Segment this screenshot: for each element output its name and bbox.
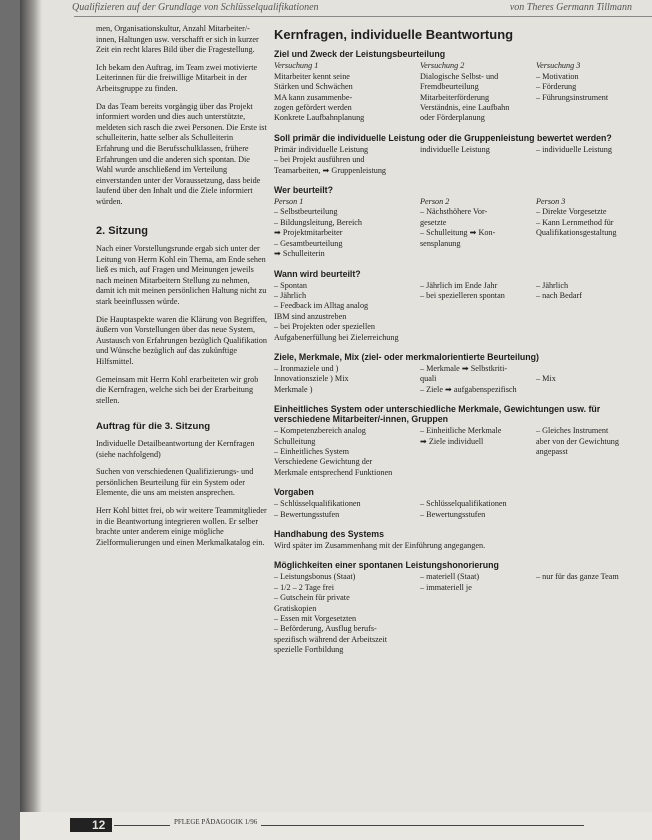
- answer-line: – Leistungsbonus (Staat): [274, 572, 356, 582]
- answer-line: – Feedback im Alltag analog: [274, 301, 369, 311]
- answer-line: MA kann zusammenbe-: [274, 92, 353, 102]
- answer-line: – Selbstbeurteilung: [274, 207, 338, 217]
- paragraph: Suchen von verschiedenen Qualifizierungs- und persönlichen Beurteilung für ein System oder Elemente, die uns am meisten ansprechen.: [96, 467, 254, 498]
- answer-line: angepasst: [536, 446, 568, 456]
- answer-line: – Schlüsselqualifikationen: [420, 499, 507, 509]
- answer-line: – Spontan: [274, 280, 307, 290]
- journal-name: PFLEGE PÄDAGOGIK 1/96: [170, 818, 261, 826]
- answer-line: – Schlüsselqualifikationen: [274, 499, 361, 509]
- answer-line: Schulleitung: [274, 436, 316, 446]
- answer-columns: [274, 499, 652, 520]
- answer-line: – Jährlich: [274, 290, 307, 300]
- page-number: 12: [92, 818, 106, 832]
- answer-line: – materiell (Staat): [420, 572, 480, 582]
- answer-line: – individuelle Leistung: [536, 144, 612, 154]
- answer-line: Mitarbeiter kennt seine: [274, 71, 350, 81]
- answer-line: Gratiskopien: [274, 603, 317, 613]
- answer-col-3: [536, 426, 652, 478]
- answer-line: Merkmale ): [274, 384, 313, 394]
- answer-columns: [274, 145, 652, 176]
- answer-line: – immateriell je: [420, 582, 472, 592]
- answer-line: – Kann Lernmethod für: [536, 217, 614, 227]
- answer-line: spezielle Fortbildung: [274, 645, 344, 655]
- answer-col-2: [420, 197, 536, 259]
- book-binding-shadow: [20, 0, 42, 812]
- question-heading: Wer beurteilt?: [274, 185, 333, 196]
- header-rule: [74, 16, 652, 17]
- answer-line: – Motivation: [536, 71, 579, 81]
- answer-col-heading: Versuchung 2: [420, 61, 465, 71]
- answer-line: Primär individuelle Leistung: [274, 144, 369, 154]
- answer-col-1: [274, 426, 420, 478]
- answer-line: Verschiedene Gewichtung der: [274, 457, 373, 467]
- question-heading: Ziele, Merkmale, Mix (ziel- oder merkmalorientierte Beurteilung): [274, 351, 539, 362]
- answer-col-2: [420, 364, 536, 395]
- left-column: [96, 24, 268, 555]
- answer-col-2: [420, 499, 604, 520]
- answer-line: Stärken und Schwächen: [274, 82, 353, 92]
- answer-col-2: [420, 281, 536, 343]
- answer-line: aber von der Gewichtung: [536, 436, 619, 446]
- paragraph: Da das Team bereits vorgängig über das Projekt informiert worden und dies auch unterstützte, meldeten sich rasch die zwei Personen. Die Erste ist schulleiterin, hatte selber als Schulleiterin Erfahrung und die Berufsschulklassen, frühere Erfahrungen und die anderen sich spontan. Die Wahl wurde anschließend im Verteilung einverstanden unter der Voraussetzung, dass beide laufend über den Inhalt und die Ziele informiert würden.: [96, 101, 267, 206]
- answer-line: ➡ Schulleiterin: [274, 249, 325, 259]
- answer-line: – Jährlich im Ende Jahr: [420, 280, 498, 290]
- answer-line: – bei Projekt ausführen und: [274, 155, 365, 165]
- answer-line: – Bildungsleitung, Bereich: [274, 217, 363, 227]
- answer-line: – Gutschein für private: [274, 593, 350, 603]
- answer-line: oder Förderplanung: [420, 113, 485, 123]
- answer-line: Mitarbeiterförderung: [420, 92, 490, 102]
- answer-line: – Förderung: [536, 82, 577, 92]
- running-head-title: Qualifizieren auf der Grundlage von Schlüsselqualifikationen: [72, 2, 319, 13]
- question-heading: Soll primär die individuelle Leistung oder die Gruppenleistung bewertet werden?: [274, 132, 612, 143]
- answer-line: – nach Bedarf: [536, 290, 582, 300]
- answer-line: – Bewertungsstufen: [274, 509, 340, 519]
- answer-line: – Bewertungsstufen: [420, 509, 486, 519]
- question-heading: Vorgaben: [274, 487, 314, 498]
- answer-line: – bei Projekten oder speziellen: [274, 322, 375, 332]
- section-heading-auftrag-3: Auftrag für die 3. Sitzung: [96, 421, 211, 433]
- answer-line: – 1/2 – 2 Tage frei: [274, 582, 334, 592]
- answer-line: – bei spezielleren spontan: [420, 290, 505, 300]
- page-bottom-margin: [20, 812, 652, 840]
- answer-col-heading: Versuchung 3: [536, 61, 581, 71]
- answer-line: quali: [420, 374, 437, 384]
- question-heading: Wann wird beurteilt?: [274, 268, 361, 279]
- answer-line: – Direkte Vorgesetzte: [536, 207, 607, 217]
- answer-line: – Mix: [536, 374, 556, 384]
- answer-col-3: [536, 572, 652, 655]
- answer-line: sensplanung: [420, 238, 461, 248]
- answer-col-3: [536, 281, 652, 343]
- answer-columns: [274, 61, 652, 123]
- answer-line: ➡ Projektmitarbeiter: [274, 228, 343, 238]
- answer-line: – Einheitliches System: [274, 446, 350, 456]
- answer-line: – Beförderung, Ausflug berufs-: [274, 624, 377, 634]
- answer-col-heading: Person 2: [420, 197, 450, 207]
- answer-columns: [274, 281, 652, 343]
- answer-line: Merkmale entsprechend Funktionen: [274, 467, 393, 477]
- answer-line: [536, 364, 648, 374]
- answer-line: Konkrete Laufbahnplanung: [274, 113, 365, 123]
- answer-columns: [274, 364, 652, 395]
- answer-col-3: [536, 145, 652, 176]
- answer-line: Qualifikationsgestaltung: [536, 228, 617, 238]
- answer-col-1: [274, 281, 420, 343]
- answer-col-1: [274, 572, 420, 655]
- answer-line: ➡ Ziele individuell: [420, 436, 484, 446]
- answer-col-3: [536, 61, 652, 123]
- answer-col-1: [274, 499, 420, 520]
- answer-line: – Kompetenzbereich analog: [274, 426, 366, 436]
- answer-line: – Schulleitung ➡ Kon-: [420, 228, 496, 238]
- answer-line: – Ziele ➡ aufgabenspezifisch: [420, 384, 517, 394]
- question-heading: Handhabung des Systems: [274, 529, 384, 539]
- answer-col-heading: Person 1: [274, 197, 304, 207]
- paragraph: Ich bekam den Auftrag, im Team zwei motivierte Leiterinnen für die freiwillige Mitarbeit in der Arbeitsgruppe zu finden.: [96, 62, 258, 93]
- answer-line: Verständnis, eine Laufbahn: [420, 103, 510, 113]
- answer-line: – Gesamtbeurteilung: [274, 238, 343, 248]
- paragraph: Individuelle Detailbeantwortung der Kernfragen (siehe nachfolgend): [96, 439, 255, 459]
- question-heading: Ziel und Zweck der Leistungsbeurteilung: [274, 49, 446, 60]
- answer-col-1: [274, 61, 420, 123]
- article-title: Kernfragen, individuelle Beantwortung: [274, 27, 514, 42]
- paragraph: Gemeinsam mit Herrn Kohl erarbeiteten wir grob die Kernfragen, welche sich bei der Erarbeitung stellen.: [96, 374, 259, 405]
- answer-line: individuelle Leistung: [420, 144, 490, 154]
- answer-line: – Merkmale ➡ Selbstkriti-: [420, 363, 508, 373]
- paragraph: Nach einer Vorstellungsrunde ergab sich unter der Leitung von Herrn Kohl ein Thema, am Ende sehen ließ es mich, auf Fragen und Meinungen jeweils nach meinen Mitarbeitern Stellung zu nehmen, damit ich mit meinen persönlichen Haltung nicht zu stark beeinflussen würde.: [96, 244, 267, 307]
- answer-col-heading: Person 3: [536, 197, 566, 207]
- answer-col-1: [274, 364, 420, 395]
- question-heading: Einheitliches System oder unterschiedliche Merkmale, Gewichtungen usw. für verschiedene Mitarbeiter/-innen, Gruppen: [274, 404, 601, 425]
- answer-col-2: [420, 572, 536, 655]
- section-heading-sitzung-2: 2. Sitzung: [96, 224, 148, 237]
- answer-col-3: [536, 197, 652, 259]
- answer-line: – Einheitliche Merkmale: [420, 426, 502, 436]
- answer-line: – Gleiches Instrument: [536, 426, 609, 436]
- answer-line: Fremdbeurteilung: [420, 82, 479, 92]
- running-head-author: von Theres Germann Tillmann: [509, 2, 632, 13]
- answer-line: – Ironmaziele und ): [274, 363, 339, 373]
- right-column: [274, 24, 652, 656]
- answer-line: Aufgabenerfüllung bei Zielerreichung: [274, 332, 399, 342]
- paragraph: Herr Kohl bittet frei, ob wir weitere Teammitglieder in die Beantwortung integrieren wollen. Er selber brachte unter anderem einige mögliche Zielformulierungen und einen Merkmalkatalog ein.: [96, 505, 267, 547]
- answer-line: – Führungsinstrument: [536, 92, 609, 102]
- paragraph: Die Hauptaspekte waren die Klärung von Begriffen, äußern von Vorstellungen über das neue System, Austausch von Erfahrungen bezüglich Qualifikation und Wünsche bezüglich auf das zukünftige Hilfsmittel.: [96, 314, 268, 367]
- answer-line: Teamarbeiten, ➡ Gruppenleistung: [274, 165, 387, 175]
- answer-columns: [274, 426, 652, 478]
- answer-line: spezifisch während der Arbeitszeit: [274, 634, 387, 644]
- page-number-block: [70, 818, 112, 832]
- answer-line: – nur für das ganze Team: [536, 572, 619, 582]
- answer-line: gesetzte: [420, 217, 447, 227]
- answer-line: – Essen mit Vorgesetzten: [274, 614, 357, 624]
- answer-text: Wird später im Zusammenhang mit der Einführung angegangen.: [274, 541, 486, 550]
- answer-col-1: [274, 197, 420, 259]
- answer-columns: [274, 197, 652, 259]
- answer-line: Innovationsziele ) Mix: [274, 374, 349, 384]
- answer-columns: [274, 572, 652, 655]
- answer-line: – Jährlich: [536, 280, 569, 290]
- running-head: [72, 2, 652, 13]
- answer-line: Dialogische Selbst- und: [420, 71, 499, 81]
- answer-col-2: [420, 61, 536, 123]
- paragraph: men, Organisationskultur, Anzahl Mitarbeiter/-innen, Haltungen usw. verschafft er sich in kurzer Zeit ein recht klares Bild über die Fragestellung.: [96, 24, 259, 55]
- answer-col-2: [420, 145, 536, 176]
- answer-col-2: [420, 426, 536, 478]
- question-heading: Möglichkeiten einer spontanen Leistungshonorierung: [274, 560, 499, 571]
- answer-line: zogen gefördert werden: [274, 103, 352, 113]
- answer-line: IBM sind anzustreben: [274, 311, 347, 321]
- answer-col-3: [536, 364, 652, 395]
- answer-col-heading: Versuchung 1: [274, 61, 319, 71]
- answer-col-1: [274, 145, 420, 176]
- answer-line: – Nächsthöhere Vor-: [420, 207, 488, 217]
